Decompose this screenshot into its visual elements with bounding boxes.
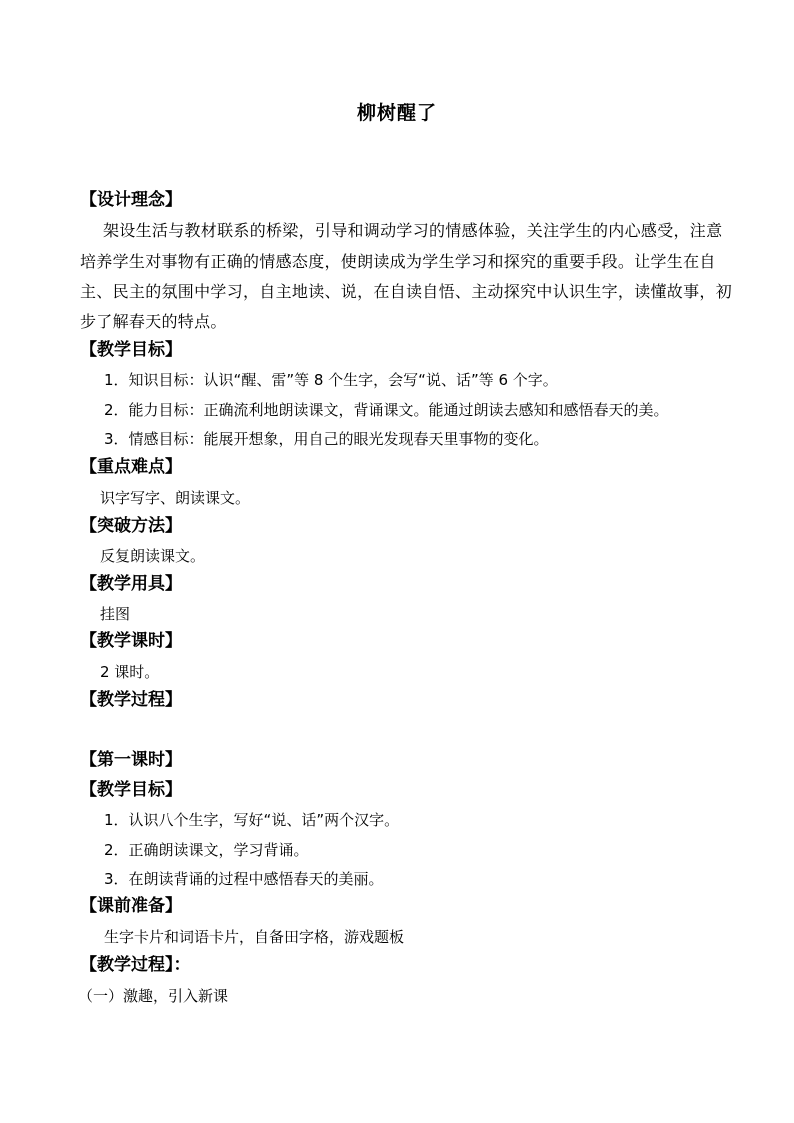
paragraph-line: 架设生活与教材联系的桥梁，引导和调动学习的情感体验，关注学生的内心感受，注意 <box>103 221 723 240</box>
goal-item: 3．在朗读背诵的过程中感悟春天的美丽。 <box>104 870 384 888</box>
heading-goals-2: 【教学目标】 <box>80 780 182 800</box>
heading-process-2: 【教学过程】： <box>80 955 191 975</box>
heading-process: 【教学过程】 <box>80 690 182 710</box>
heading-design-concept: 【设计理念】 <box>80 190 182 210</box>
goal-item: 2．能力目标：正确流利地朗读课文，背诵课文。能通过朗读去感知和感悟春天的美。 <box>104 401 669 419</box>
method-text: 反复朗读课文。 <box>100 547 206 565</box>
goal-item: 2．正确朗读课文，学习背诵。 <box>104 841 309 859</box>
paragraph-line: 步了解春天的特点。 <box>80 312 227 331</box>
hours-text: 2 课时。 <box>100 663 160 681</box>
key-points-text: 识字写字、朗读课文。 <box>100 489 251 507</box>
heading-method: 【突破方法】 <box>80 516 182 536</box>
tools-text: 挂图 <box>100 605 131 623</box>
preparation-text: 生字卡片和词语卡片，自备田字格，游戏题板 <box>104 928 405 946</box>
goal-item: 1．认识八个生字，写好“说、话”两个汉字。 <box>104 811 400 829</box>
document-title: 柳树醒了 <box>356 102 437 124</box>
goal-item: 1．知识目标：认识“醒、雷”等 8 个生字，会写“说、话”等 6 个字。 <box>104 371 558 389</box>
heading-first-lesson: 【第一课时】 <box>80 750 182 770</box>
heading-hours: 【教学课时】 <box>80 631 182 651</box>
heading-tools: 【教学用具】 <box>80 574 182 594</box>
process-step: （一）激趣，引入新课 <box>78 987 229 1005</box>
heading-teaching-goals: 【教学目标】 <box>80 340 182 360</box>
goal-item: 3．情感目标：能展开想象，用自己的眼光发现春天里事物的变化。 <box>104 430 549 448</box>
paragraph-line: 主、民主的氛围中学习，自主地读、说，在自读自悟、主动探究中认识生字，读懂故事，初 <box>80 282 733 301</box>
paragraph-line: 培养学生对事物有正确的情感态度，使朗读成为学生学习和探究的重要手段。让学生在自 <box>80 252 716 271</box>
heading-key-points: 【重点难点】 <box>80 457 182 477</box>
heading-preparation: 【课前准备】 <box>80 896 182 916</box>
